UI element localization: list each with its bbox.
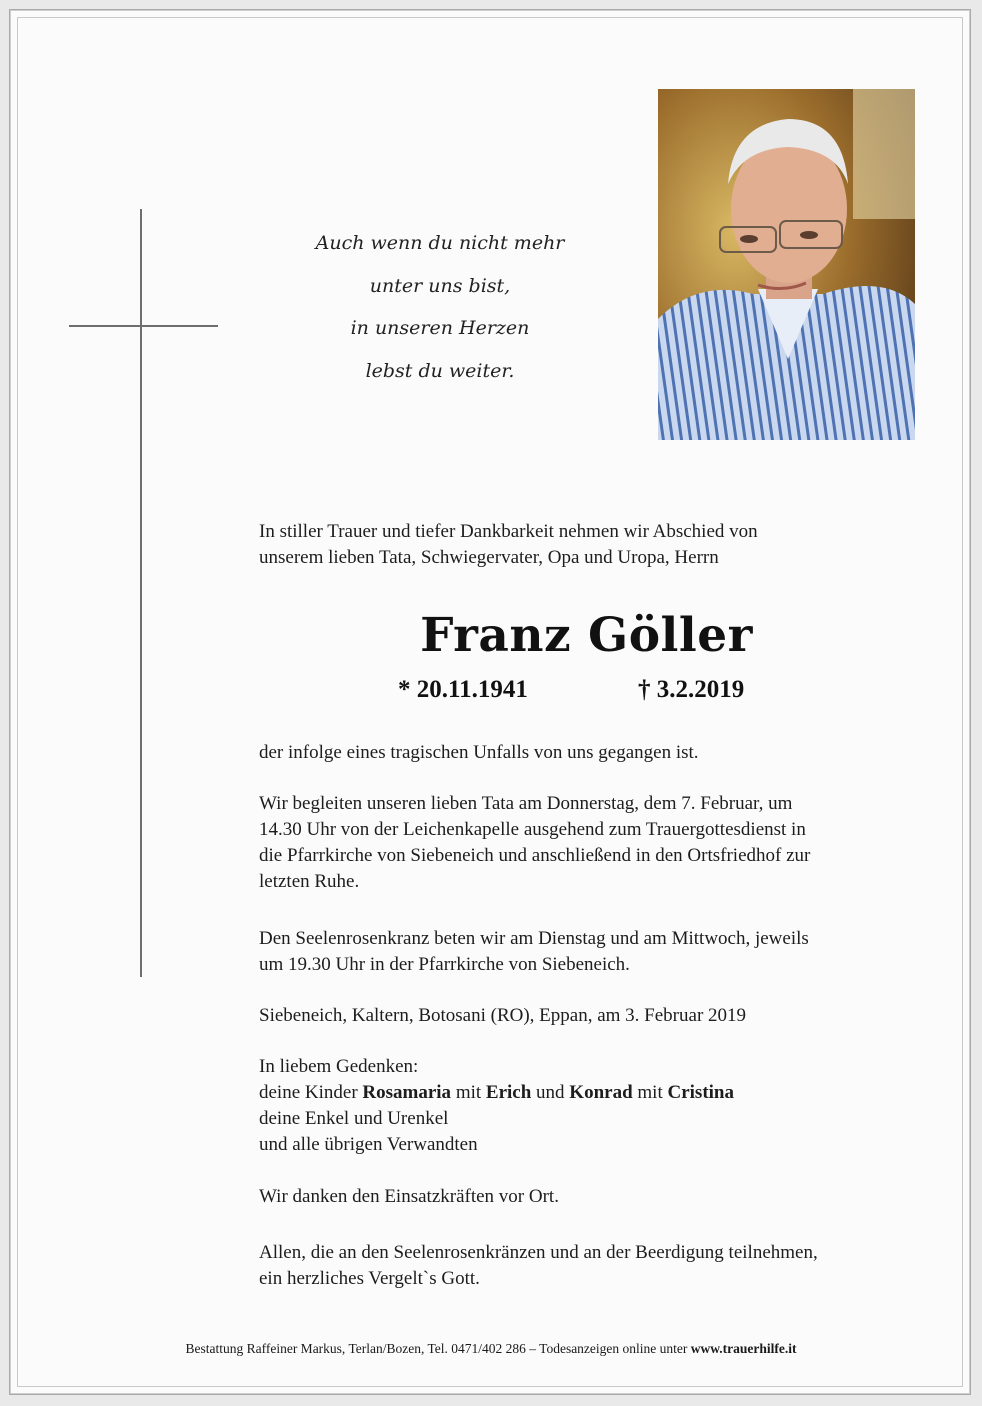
birth-date: * 20.11.1941 — [398, 676, 528, 703]
rosary-line: um 19.30 Uhr in der Pfarrkirche von Siebeneich. — [259, 954, 630, 975]
child-name: Konrad — [569, 1082, 633, 1103]
intro-text — [259, 519, 919, 571]
child-name: Rosamaria — [362, 1082, 452, 1103]
thanks-rescue — [259, 1184, 919, 1210]
death-date: † 3.2.2019 — [638, 676, 745, 703]
place-date — [259, 1003, 919, 1029]
mourners-relatives: und alle übrigen Verwandten — [259, 1134, 478, 1155]
mourners-list — [259, 1054, 919, 1158]
portrait-photo — [658, 89, 915, 440]
place-date-line: Siebeneich, Kaltern, Botosani (RO), Eppan, am 3. Februar 2019 — [259, 1005, 747, 1026]
verse-line: unter uns bist, — [369, 274, 511, 297]
thanks-rescue-line: Wir danken den Einsatzkräften vor Ort. — [259, 1186, 559, 1207]
rosary-line: Den Seelenrosenkranz beten wir am Dienstag und am Mittwoch, jeweils — [259, 928, 809, 949]
funeral-line: letzten Ruhe. — [259, 871, 360, 892]
kids-prefix: deine Kinder — [259, 1082, 358, 1103]
thanks-all-line: Allen, die an den Seelenrosenkränzen und an der Beerdigung teilnehmen, — [259, 1242, 818, 1263]
deceased-name: Franz Göller — [420, 608, 753, 663]
footer-text: Bestattung Raffeiner Markus, Terlan/Bozen, Tel. 0471/402 286 – Todesanzeigen online unter — [185, 1341, 688, 1356]
funeral-line: die Pfarrkirche von Siebeneich und anschließend in den Ortsfriedhof zur — [259, 845, 811, 866]
thanks-all-line: ein herzliches Vergelt`s Gott. — [259, 1268, 480, 1289]
spouse-name: Cristina — [667, 1082, 734, 1103]
verse-line: in unseren Herzen — [350, 317, 530, 339]
thanks-all — [259, 1240, 919, 1292]
rosary-paragraph — [259, 926, 919, 978]
connector: mit — [455, 1082, 482, 1103]
spouse-name: Erich — [485, 1082, 532, 1103]
intro-line: unserem lieben Tata, Schwiegervater, Opa und Uropa, Herrn — [259, 547, 719, 568]
mourners-children — [259, 1080, 919, 1106]
mourners-heading: In liebem Gedenken: — [259, 1056, 419, 1077]
connector: mit — [637, 1082, 663, 1103]
funeral-paragraph — [259, 791, 919, 895]
intro-line: In stiller Trauer und tiefer Dankbarkeit nehmen wir Abschied von — [259, 521, 758, 542]
verse-line: Auch wenn du nicht mehr — [315, 232, 565, 254]
mourners-grandchildren: deine Enkel und Urenkel — [259, 1108, 449, 1129]
funeral-line: 14.30 Uhr von der Leichenkapelle ausgehend zum Trauergottesdienst in — [259, 819, 806, 840]
connector: und — [536, 1082, 565, 1103]
footer-link[interactable]: www.trauerhilfe.it — [690, 1341, 797, 1356]
cause-line: der infolge eines tragischen Unfalls von uns gegangen ist. — [259, 742, 699, 763]
cause-text — [259, 740, 919, 766]
funeral-line: Wir begleiten unseren lieben Tata am Donnerstag, dem 7. Februar, um — [259, 793, 793, 814]
cross-icon-horizontal — [69, 325, 218, 327]
funeral-home-footer — [0, 1341, 982, 1357]
verse-line: lebst du weiter. — [365, 359, 515, 382]
portrait-illustration — [658, 89, 915, 440]
memorial-verse — [290, 222, 590, 392]
